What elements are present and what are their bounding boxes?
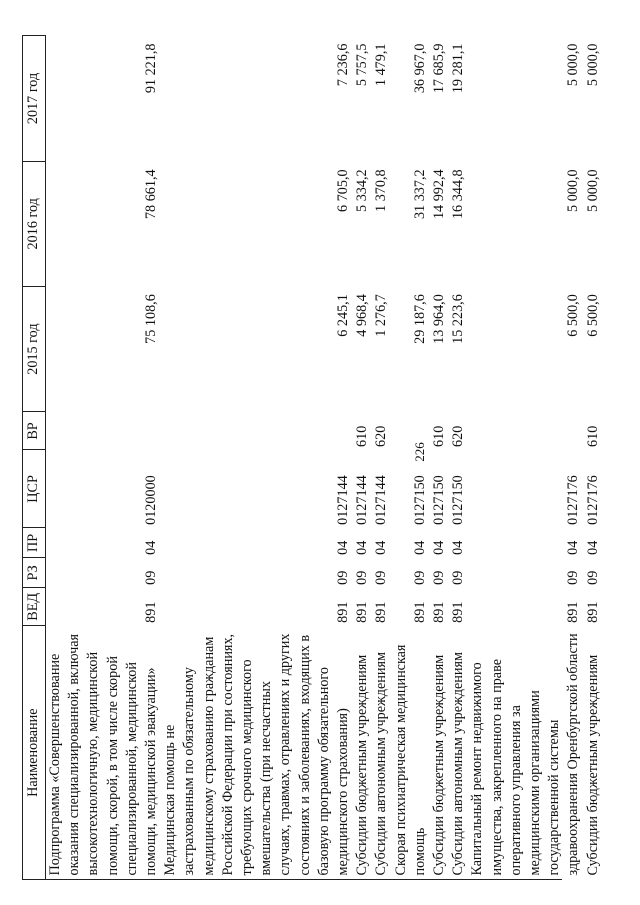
cell-amount-2016: 5 000,0 — [565, 169, 582, 212]
cell-csr: 0127150 — [450, 475, 467, 525]
cell-name: Капитальный ремонт недвижимого имущества, закрепленного на праве оперативного управления за медицинскими организациями государственной системы здравоохранения Оренбургской области — [469, 633, 582, 876]
cell-pr: 04 — [354, 540, 371, 555]
cell-ved: 891 — [565, 601, 582, 623]
cell-amount-2017: 1 479,1 — [373, 43, 390, 87]
cell-csr: 0127150 — [411, 475, 428, 525]
cell-name: Подпрограмма «Совершенствование оказания специализированной, включая высокотехнологичную, медицинской помощи, скорой, в том числе скорой специализированной, медицинской помощи, медицинской эвакуации» — [47, 633, 160, 876]
cell-pr: 04 — [431, 540, 448, 555]
cell-amount-2017: 7 236,6 — [335, 43, 352, 87]
cell-csr: 0127176 — [565, 475, 582, 525]
cell-name: Субсидии бюджетным учреждениям — [584, 654, 601, 876]
cell-name: Субсидии бюджетным учреждениям — [431, 654, 448, 876]
header-name: Наименование — [23, 626, 46, 880]
cell-amount-2016: 16 344,8 — [450, 169, 467, 220]
cell-ved: 891 — [450, 601, 467, 623]
cell-pr: 04 — [373, 540, 390, 555]
cell-amount-2016: 6 705,0 — [335, 169, 352, 212]
cell-amount-2017: 5 757,5 — [354, 43, 371, 87]
cell-name: Субсидии автономным учреждениям — [450, 652, 467, 876]
cell-csr: 0120000 — [143, 475, 160, 525]
header-2016: 2016 год — [23, 161, 46, 286]
header-2017: 2017 год — [23, 36, 46, 162]
cell-pr: 04 — [565, 540, 582, 555]
cell-rz: 09 — [143, 570, 160, 585]
cell-amount-2015: 13 964,0 — [431, 294, 448, 344]
table-left-border — [22, 35, 562, 880]
cell-amount-2015: 15 223,6 — [450, 294, 467, 344]
cell-vr: 620 — [450, 425, 467, 447]
cell-rz: 09 — [450, 570, 467, 585]
table-row — [584, 36, 603, 880]
cell-amount-2015: 6 500,0 — [584, 294, 601, 337]
cell-name: Медицинская помощь не застрахованным по обязательному медицинскому страхованию гражданам Российской Федерации при состояниях, требующих срочного медицинского вмешательства (при несчастных случаях, травмах, отравлениях и других состояниях и заболеваниях, входящих в базовую программу обязательного медицинского страхования) — [162, 633, 352, 876]
cell-rz: 09 — [411, 570, 428, 585]
cell-name: Субсидии автономным учреждениям — [373, 652, 390, 876]
cell-vr: 610 — [354, 425, 371, 447]
cell-amount-2016: 14 992,4 — [431, 169, 448, 220]
cell-pr: 04 — [411, 540, 428, 555]
cell-csr: 0127144 — [373, 475, 390, 525]
cell-ved: 891 — [373, 601, 390, 623]
cell-amount-2015: 1 276,7 — [373, 294, 390, 337]
cell-pr: 04 — [335, 540, 352, 555]
cell-rz: 09 — [335, 570, 352, 585]
header-2015: 2015 год — [23, 286, 46, 412]
cell-amount-2015: 75 108,6 — [143, 294, 160, 344]
cell-amount-2016: 5 000,0 — [584, 169, 601, 212]
header-rz: РЗ — [23, 558, 46, 588]
cell-amount-2017: 5 000,0 — [584, 43, 601, 87]
cell-name: Скорая психиатрическая медицинская помощь — [392, 644, 428, 876]
cell-ved: 891 — [335, 601, 352, 623]
cell-amount-2015: 6 500,0 — [565, 294, 582, 337]
cell-amount-2016: 31 337,2 — [411, 169, 428, 220]
cell-vr: 610 — [431, 425, 448, 447]
cell-vr: 620 — [373, 425, 390, 447]
cell-amount-2017: 36 967,0 — [411, 43, 428, 94]
cell-amount-2016: 78 661,4 — [143, 169, 160, 220]
cell-amount-2017: 5 000,0 — [565, 43, 582, 87]
cell-amount-2017: 19 281,1 — [450, 43, 467, 94]
cell-pr: 04 — [143, 540, 160, 555]
cell-csr: 0127144 — [335, 475, 352, 525]
cell-amount-2017: 17 685,9 — [431, 43, 448, 94]
cell-pr: 04 — [584, 540, 601, 555]
cell-amount-2015: 6 245,1 — [335, 294, 352, 337]
cell-ved: 891 — [411, 601, 428, 623]
cell-ved: 891 — [431, 601, 448, 623]
cell-rz: 09 — [584, 570, 601, 585]
cell-rz: 09 — [565, 570, 582, 585]
cell-amount-2015: 4 968,4 — [354, 294, 371, 337]
header-csr: ЦСР — [23, 450, 46, 528]
page-number: 226 — [412, 442, 427, 462]
cell-vr: 610 — [584, 425, 601, 447]
cell-name: Субсидии бюджетным учреждениям — [354, 654, 371, 876]
cell-rz: 09 — [354, 570, 371, 585]
cell-pr: 04 — [450, 540, 467, 555]
cell-rz: 09 — [373, 570, 390, 585]
cell-amount-2016: 5 334,2 — [354, 169, 371, 212]
header-ved: ВЕД — [23, 588, 46, 626]
cell-csr: 0127176 — [584, 475, 601, 525]
cell-csr: 0127150 — [431, 475, 448, 525]
cell-amount-2016: 1 370,8 — [373, 169, 390, 212]
budget-table-sheet — [22, 35, 601, 880]
header-pr: ПР — [23, 528, 46, 558]
cell-csr: 0127144 — [354, 475, 371, 525]
header-vr: ВР — [23, 412, 46, 450]
cell-amount-2017: 91 221,8 — [143, 43, 160, 94]
cell-ved: 891 — [354, 601, 371, 623]
cell-ved: 891 — [143, 601, 160, 623]
cell-rz: 09 — [431, 570, 448, 585]
cell-amount-2015: 29 187,6 — [411, 294, 428, 344]
cell-ved: 891 — [584, 601, 601, 623]
